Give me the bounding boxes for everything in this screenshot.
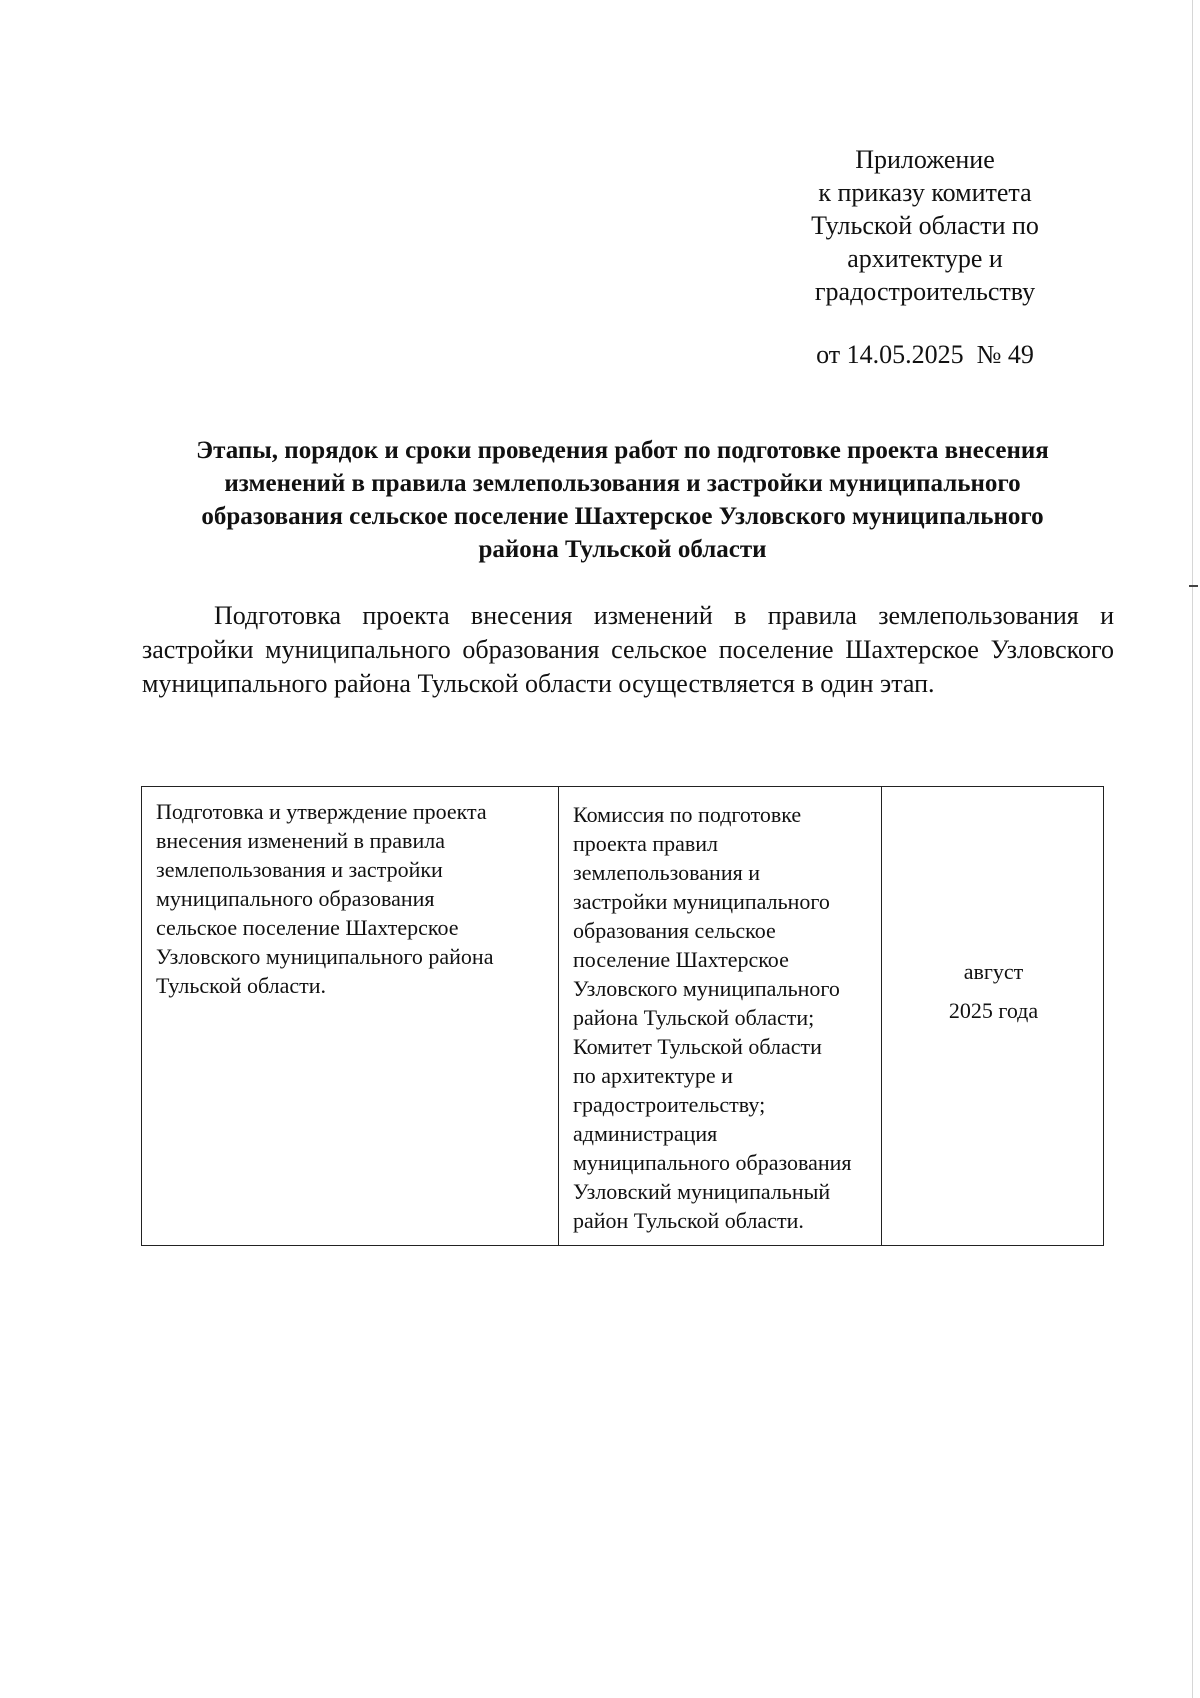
deadline-month: август [963,959,1024,984]
appendix-line: к приказу комитета [818,178,1032,207]
deadline-block [896,952,1091,1030]
deadline-year: 2025 года [948,998,1039,1023]
responsible-line: Узловского муниципального [573,976,840,1001]
responsible-line: Комиссия по подготовке [573,802,802,827]
responsible-line: района Тульской области; [573,1005,815,1030]
task-line: Тульской области. [156,973,327,998]
deadline-cell [882,787,1104,1246]
responsible-line: по архитектуре и [573,1063,733,1088]
scan-edge-line [1192,0,1193,1698]
responsible-cell [559,787,882,1246]
title-line: образования сельское поселение Шахтерское Узловского муниципального [201,503,1044,530]
responsible-line: землепользования и [573,860,760,885]
task-line: Подготовка и утверждение проекта [156,799,487,824]
responsible-line: поселение Шахтерское [573,947,789,972]
order-date-number: от 14.05.2025 № 49 [816,340,1034,369]
task-line: внесения изменений в правила [156,828,445,853]
title-line: Этапы, порядок и сроки проведения работ по подготовке проекта внесения [196,437,1049,464]
scan-edge-mark [1189,585,1198,587]
document-title [130,434,1115,566]
title-line: изменений в правила землепользования и застройки муниципального [224,470,1021,497]
responsible-line: застройки муниципального [573,889,830,914]
responsible-line: градостроительству; [573,1092,766,1117]
table-row [142,787,1104,1246]
appendix-line: Тульской области по [811,211,1039,240]
appendix-line: Приложение [855,145,995,174]
responsible-line: проекта правил [573,831,719,856]
appendix-header [790,143,1060,308]
responsible-line: образования сельское [573,918,776,943]
stages-table [141,786,1104,1246]
title-line: района Тульской области [478,536,767,563]
responsible-line: муниципального образования [573,1150,852,1175]
task-cell [142,787,559,1246]
intro-paragraph: Подготовка проекта внесения изменений в правила землепользования и застройки муниципального образования сельское поселение Шахтерское Узловского муниципального района Тульской области осуществляется в один этап. [142,601,1114,698]
responsible-line: администрация [573,1121,718,1146]
responsible-line: Комитет Тульской области [573,1034,822,1059]
appendix-line: архитектуре и [847,244,1003,273]
appendix-line: градостроительству [814,277,1036,306]
task-line: муниципального образования [156,886,435,911]
responsible-line: Узловский муниципальный [573,1179,831,1204]
task-line: сельское поселение Шахтерское [156,915,459,940]
task-line: землепользования и застройки [156,857,443,882]
responsible-line: район Тульской области. [573,1208,804,1233]
task-line: Узловского муниципального района [156,944,494,969]
